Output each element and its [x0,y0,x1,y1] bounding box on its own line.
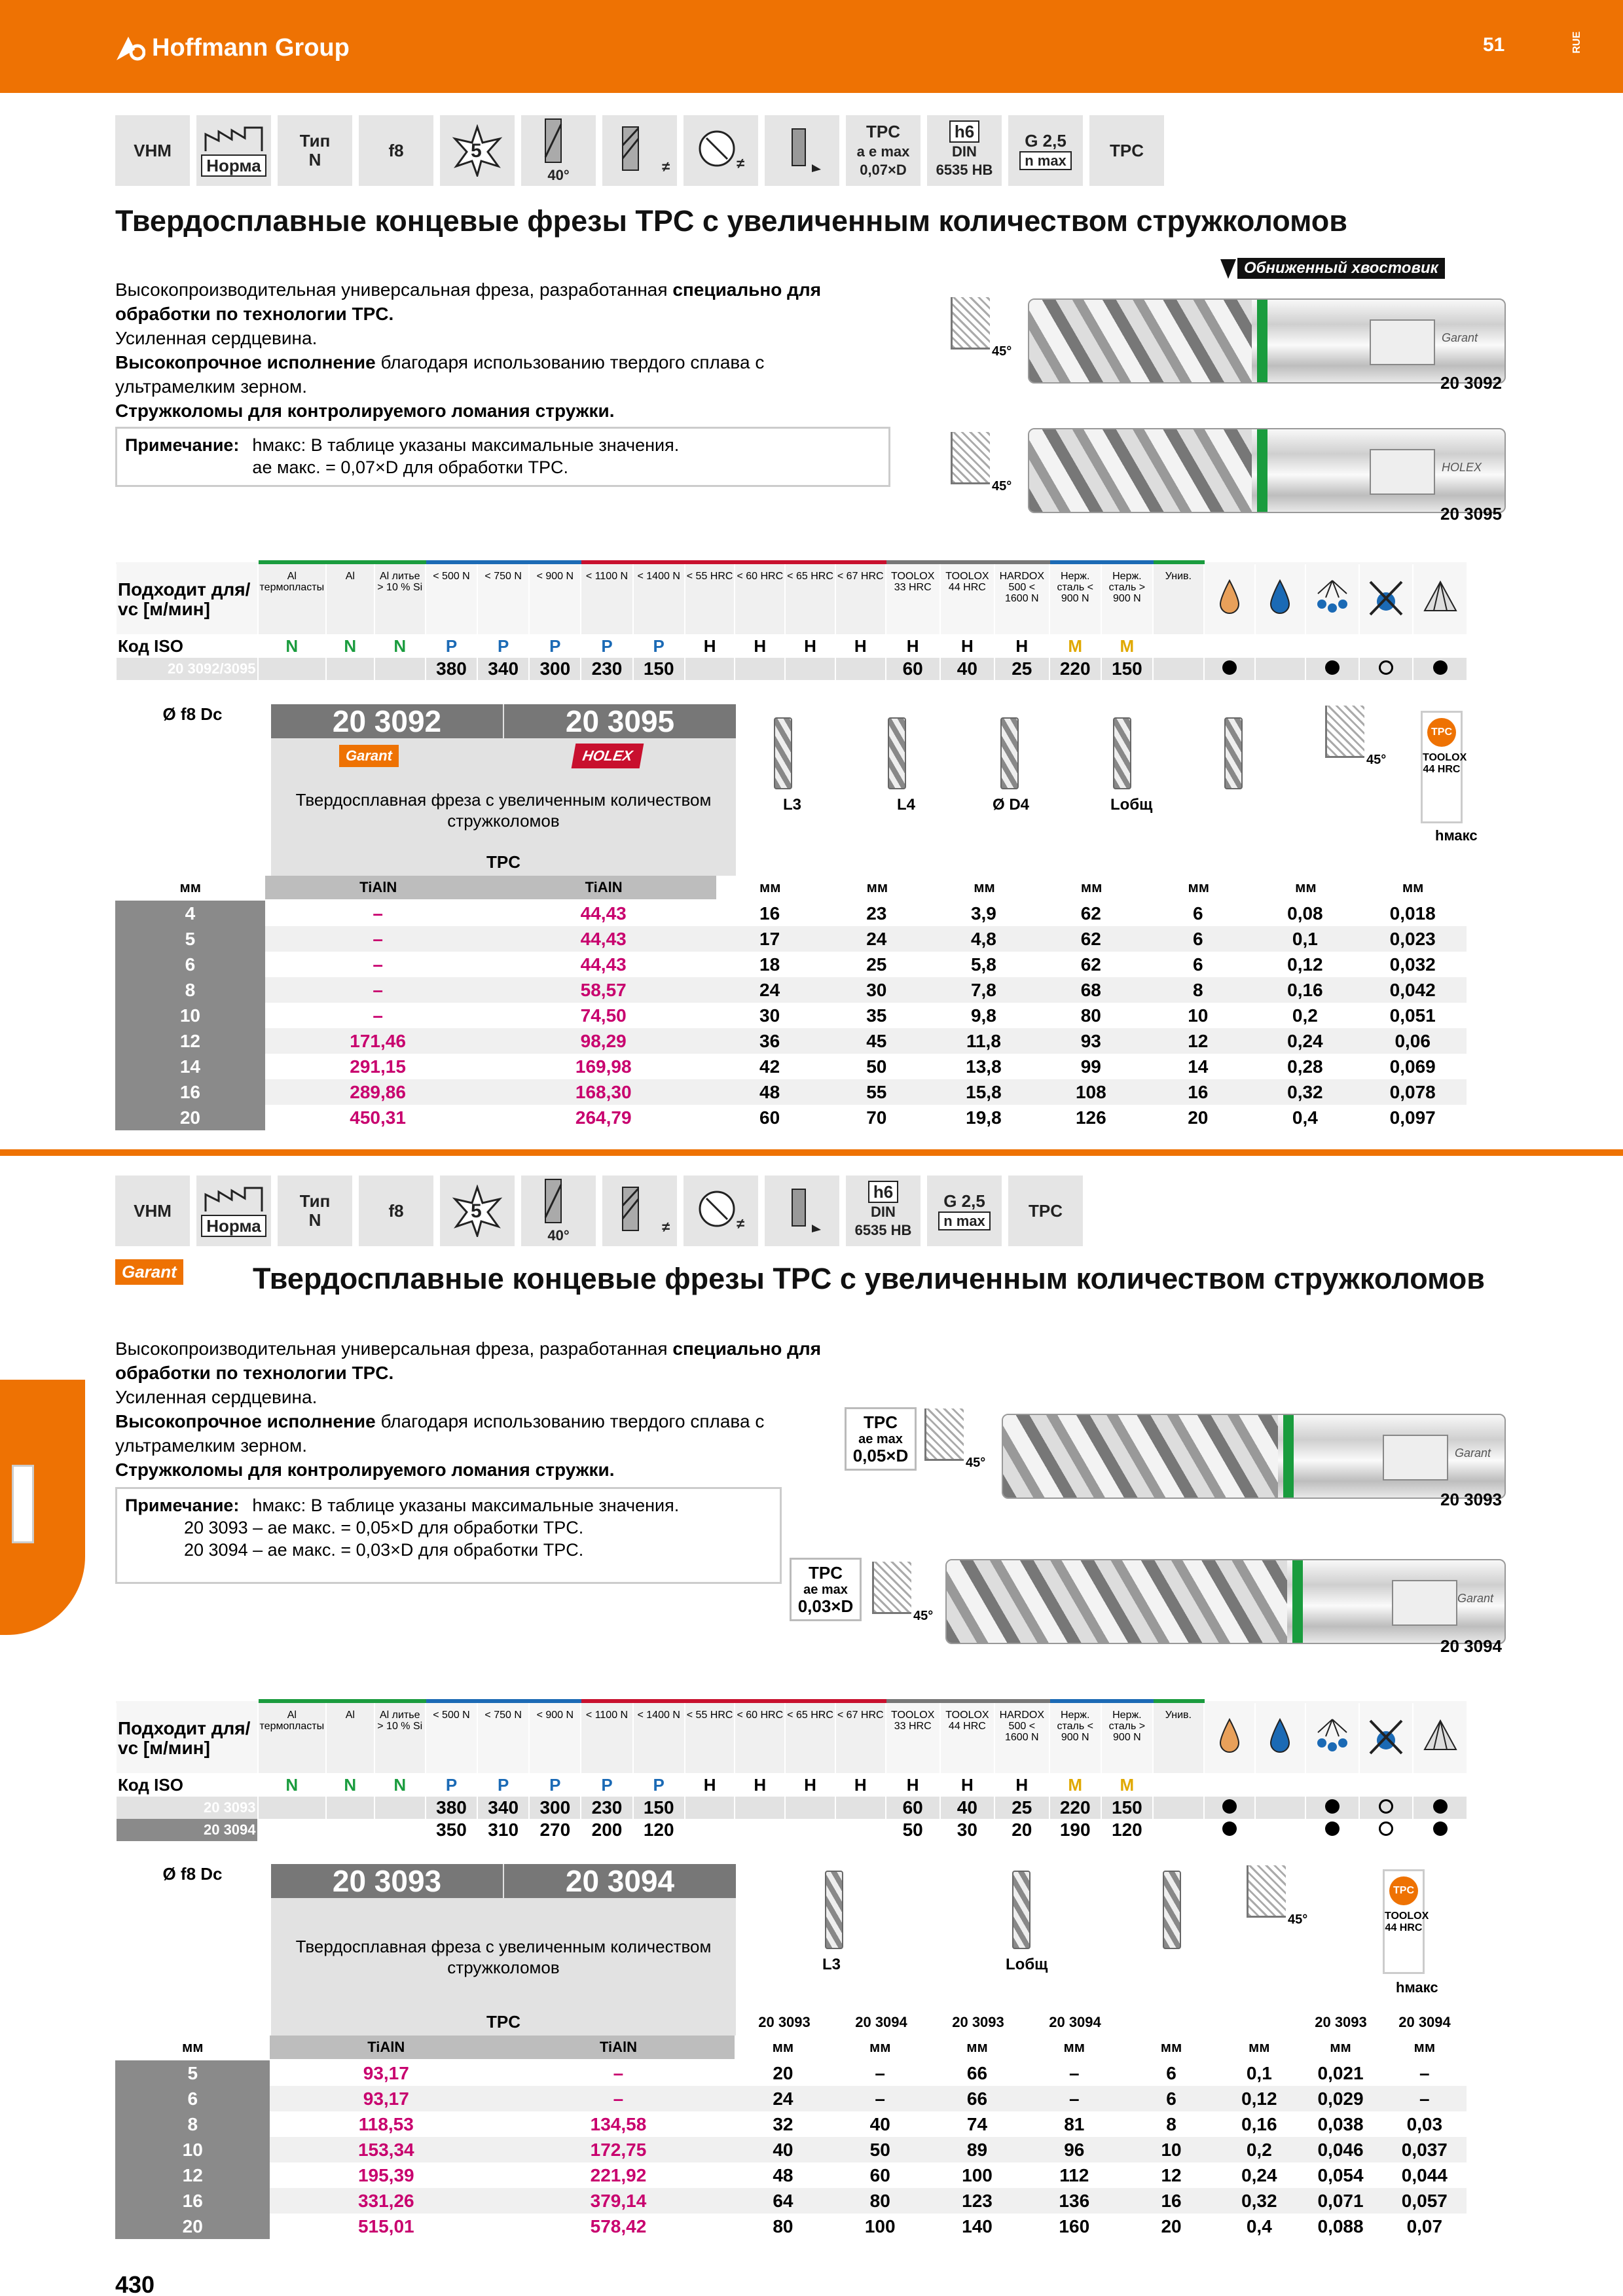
chamfer-icon: 45° [872,1562,911,1614]
value-cell: 81 [1064,2113,1085,2134]
value-cell: 8 [1144,977,1251,1003]
page-number: 51 [1483,34,1505,56]
value-cell: 100 [962,2164,993,2185]
value-cell: 0,042 [1359,977,1467,1003]
value-cell: 20 [1161,2215,1182,2236]
value-cell: 6 [1166,2062,1176,2083]
suitable-dot [1433,1821,1448,1836]
price-cell[interactable]: 44,43 [580,954,627,975]
diameter-cell: 4 [115,901,265,926]
chamfer-icon: 45° [951,432,990,484]
price-cell[interactable]: 44,43 [580,903,627,924]
icon-vhm: VHM [115,115,190,186]
dims-rows-1 [115,901,1467,1130]
value-cell: 35 [866,1005,887,1026]
price-cell[interactable]: – [613,2062,624,2083]
price-cell[interactable]: 93,17 [270,2086,502,2111]
icon-norm: Норма [196,115,271,186]
dim-d4-icon [1000,717,1019,789]
value-cell: 74 [966,2113,988,2134]
emulsion-icon [1255,562,1306,634]
value-cell: 100 [864,2215,896,2236]
value-cell: 99 [1080,1056,1101,1077]
chamfer-icon: 45° [951,297,990,350]
value-cell: 0,071 [1298,2188,1382,2214]
icon-norm: Норма [196,1175,271,1246]
value-cell: 0,24 [1241,2164,1277,2185]
dims-rows-2 [115,2060,1467,2239]
value-cell: 96 [1026,2137,1123,2162]
no-coolant-icon [1359,562,1413,634]
hoffmann-logo-icon [115,35,145,62]
value-cell: 40 [869,2113,890,2134]
value-cell: 0,28 [1287,1056,1323,1077]
diameter-cell: 20 [115,1105,265,1130]
dim-l3-icon [825,1871,843,1949]
brand-name: Hoffmann Group [152,34,350,62]
value-cell: 0,12 [1220,2086,1298,2111]
price-cell[interactable]: – [502,2086,735,2111]
note-label: Примечание: [125,435,240,455]
vc-row: 20 3093 380 340 300 230 150 60 40 25 220 150 [116,1797,1467,1819]
reduced-shank-tag: Обниженный хвостовик [1237,258,1445,279]
article-203094: 20 3094 [1440,1636,1502,1656]
product-name: Твердосплавная фреза с увеличенным количеством стружколомов [295,790,712,831]
garant-logo: Garant [115,1259,183,1285]
suitable-dot [1433,1799,1448,1814]
dim-ltotal-icon [1113,717,1131,789]
value-cell: 24 [716,977,823,1003]
value-cell: 11,8 [930,1028,1037,1054]
value-cell: 0,4 [1246,2215,1272,2236]
value-cell: 0,032 [1389,954,1436,975]
value-cell: 16 [1123,2188,1220,2214]
value-cell: 25 [866,954,887,975]
value-cell: 0,32 [1251,1079,1359,1105]
value-cell: 19,8 [966,1107,1002,1128]
table-row [115,2162,1467,2188]
value-cell: 6 [1123,2086,1220,2111]
conditional-dot [1379,1821,1393,1836]
unequal-pitch-icon: ≠ [602,115,677,186]
value-cell: 60 [759,1107,780,1128]
dim-shank-icon [1224,717,1243,789]
diameter-cell: 8 [115,2111,270,2137]
value-cell: 5,8 [970,954,996,975]
value-cell: 3,9 [970,903,996,924]
value-cell: 126 [1075,1107,1106,1128]
diameter-cell: 16 [115,1079,265,1105]
language-code: RUE [1571,31,1582,54]
value-cell: 0,16 [1241,2113,1277,2134]
price-cell[interactable]: 515,01 [357,2215,414,2236]
dims-table-2: Ø f8 Dc 20 3093 20 3094 Твердосплавная фреза с увеличенным количеством стружколомов TPC L3 Lобщ 45° TPC TOOLOX 44 HRC hмакс 20 3093 20 3094 20 3093 20 3094 20 3093 20 3094 мм TiAlN TiAlN мм мм мм мм мм мм мм мм [115,1864,1467,2054]
dry-icon [1204,562,1255,634]
value-cell: 0,24 [1251,1028,1359,1054]
value-cell: 140 [962,2215,993,2236]
value-cell: 0,2 [1220,2137,1298,2162]
side-tab[interactable] [0,1380,85,1635]
value-cell: 0,07 [1406,2215,1443,2236]
section1-title: Твердосплавные концевые фрезы TPC с увеличенным количеством стружколомов [115,204,1347,238]
diameter-cell: 5 [115,926,265,952]
price-cell[interactable]: 153,34 [270,2137,502,2162]
price-cell[interactable]: 168,30 [490,1079,716,1105]
diameter-cell: 10 [115,2137,270,2162]
icon-shank-din: h6 DIN 6535 HB [846,1175,921,1246]
table-row [115,977,1467,1003]
price-cell[interactable]: 264,79 [575,1107,632,1128]
value-cell: 50 [831,2137,928,2162]
table-row [115,2111,1467,2137]
diameter-cell: 5 [115,2060,270,2086]
price-cell[interactable]: 195,39 [357,2164,414,2185]
ramping-icon [765,115,839,186]
table-row [115,952,1467,977]
value-cell: 0,08 [1287,903,1323,924]
flutes-icon: 5 [440,115,515,186]
value-cell: 0,021 [1317,2062,1364,2083]
value-cell: 70 [866,1107,887,1128]
value-cell: 23 [866,903,887,924]
brand-logo[interactable] [115,34,350,62]
value-cell: 15,8 [930,1079,1037,1105]
diameter-cell: 6 [115,952,265,977]
price-cell[interactable]: 291,15 [350,1056,406,1077]
price-cell[interactable]: 450,31 [350,1107,406,1128]
value-cell: 60 [869,2164,890,2185]
value-cell: 80 [831,2188,928,2214]
value-cell: 10 [1123,2137,1220,2162]
feature-icons-2 [115,1175,1083,1246]
value-cell: 0,069 [1389,1056,1436,1077]
tool-image-203095: HOLEX [1028,428,1506,513]
footer-page-number: 430 [115,2271,155,2296]
icon-balance: G 2,5 n max [927,1175,1002,1246]
conditional-dot [1379,1799,1393,1814]
price-cell[interactable]: 171,46 [265,1028,491,1054]
section-separator [0,1149,1623,1156]
value-cell: 112 [1059,2164,1089,2185]
value-cell: 14 [1188,1056,1209,1077]
diameter-cell: 10 [115,1003,265,1028]
price-cell[interactable]: 221,92 [590,2164,647,2185]
icon-balance: G 2,5 n max [1008,115,1083,186]
value-cell: 0,044 [1401,2164,1448,2185]
vc-row: 20 3094 350 310 270 200 120 50 30 20 190 120 [116,1819,1467,1841]
price-cell[interactable]: – [373,954,383,975]
chamfer-icon: 45° [924,1408,964,1461]
value-cell: 30 [823,977,930,1003]
price-cell[interactable]: 118,53 [358,2113,414,2134]
value-cell: 0,078 [1359,1079,1467,1105]
section1-note: Примечание: hмакс: В таблице указаны максимальные значения. ae макс. = 0,07×D для обработки TPC. [115,427,890,487]
table-row [115,926,1467,952]
art-header-203092: 20 3092 [271,704,503,738]
value-cell: 0,1 [1246,2062,1272,2083]
suitable-dot [1325,1799,1340,1814]
diameter-cell: 12 [115,1028,265,1054]
value-cell: 0,029 [1298,2086,1382,2111]
value-cell: 66 [966,2062,988,2083]
value-cell: 6 [1144,926,1251,952]
icon-tpc-ae: TPC a e max 0,07×D [846,115,921,186]
section1-description: Высокопроизводительная универсальная фреза, разработанная специально для обработки по технологии TPC. Усиленная сердцевина. Высокопрочное исполнение благодаря использованию твердого сплава с ультрамелким зерном. Стружколомы для контролируемого ломания стружки. [115,279,822,421]
table-row [115,2086,1467,2111]
value-cell: 0,038 [1317,2113,1364,2134]
price-cell[interactable]: 74,50 [580,1005,627,1026]
dim-l4-icon [888,717,906,789]
price-cell[interactable]: 289,86 [265,1079,491,1105]
dry-icon [1204,1701,1255,1773]
table-row [115,1105,1467,1130]
icon-shank-din: h6 DIN 6535 HB [927,115,1002,186]
price-cell[interactable]: 58,57 [490,977,716,1003]
value-cell: 89 [928,2137,1025,2162]
art-header-203093: 20 3093 [271,1864,503,1898]
table-row [115,1079,1467,1105]
table-row [115,2137,1467,2162]
table-row [115,2214,1467,2239]
price-cell[interactable]: 93,17 [363,2062,409,2083]
feature-icons-1 [115,115,1164,186]
value-cell: 80 [773,2215,793,2236]
icon-tolerance: f8 [359,1175,433,1246]
table-row [115,1003,1467,1028]
art-header-203094: 20 3094 [504,1864,736,1898]
value-cell: 18 [759,954,780,975]
article-203095: 20 3095 [1440,504,1502,524]
value-cell: 8 [1166,2113,1176,2134]
value-cell: – [1419,2062,1430,2083]
value-cell: 0,046 [1298,2137,1382,2162]
art-header-203095: 20 3095 [504,704,736,738]
value-cell: 0,32 [1220,2188,1298,2214]
tpc-ae-box-203093: TPC ae max 0,05×D [845,1407,917,1471]
value-cell: 13,8 [966,1056,1002,1077]
value-cell: 9,8 [970,1005,996,1026]
diameter-cell: 6 [115,2086,270,2111]
value-cell: 62 [1037,926,1144,952]
ramping-icon [765,1175,839,1246]
dim-ltotal-icon [1012,1871,1030,1949]
dim-l3-icon [774,717,792,789]
suitability-table-2: Подходит для/ vc [м/мин] Al термопласты Al Al литье > 10 % Si < 500 N < 750 N < 900 N < 1100 N < 1400 N < 55 HRC < 60 HRC < 65 HRC < 67 HRC TOOLOX 33 HRC TOOLOX 44 HRC HARDOX 500 < 1600 N Нерж. сталь < 900 N Нерж. сталь > 900 N Унив. Код ISO N N N P P P P P H H H H H H H M M 20 3093 380 340 300 230 150 60 40 25 220 150 20 3094 350 310 270 200 120 50 30 20 190 120 [115,1699,1467,1841]
value-cell: 16 [1144,1079,1251,1105]
price-cell[interactable]: 331,26 [270,2188,502,2214]
value-cell: 32 [773,2113,793,2134]
conditional-dot [1379,660,1393,675]
chamfer-icon: 45° [1325,706,1364,758]
value-cell: 6 [1192,954,1203,975]
tpc-label: TPC [486,852,520,872]
diameter-cell: 8 [115,977,265,1003]
icon-tpc: TPC [1008,1175,1083,1246]
price-cell[interactable]: – [265,926,491,952]
value-cell: 68 [1037,977,1144,1003]
price-cell[interactable]: – [265,977,491,1003]
value-cell: 0,4 [1292,1107,1318,1128]
value-cell: – [1068,2062,1080,2083]
article-203092: 20 3092 [1440,373,1502,393]
value-cell: 93 [1037,1028,1144,1054]
price-cell[interactable]: 379,14 [502,2188,735,2214]
value-cell: 0,097 [1389,1107,1436,1128]
value-cell: 48 [716,1079,823,1105]
toolox-badge: TPC TOOLOX 44 HRC [1421,711,1463,823]
value-cell: 0,16 [1251,977,1359,1003]
value-cell: 0,051 [1389,1005,1436,1026]
value-cell: 16 [759,903,780,924]
helix-angle-icon: 40° [521,115,596,186]
value-cell: – [1383,2086,1467,2111]
table-row [115,901,1467,926]
value-cell: – [875,2062,885,2083]
value-cell: 55 [823,1079,930,1105]
mql-icon [1305,1701,1359,1773]
table-row [115,1054,1467,1079]
value-cell: 30 [759,1005,780,1026]
emulsion-icon [1255,1701,1306,1773]
value-cell: 0,054 [1317,2164,1364,2185]
value-cell: 0,018 [1389,903,1436,924]
value-cell: 24 [735,2086,831,2111]
no-coolant-icon [1359,1701,1413,1773]
value-cell: 42 [759,1056,780,1077]
value-cell: 0,03 [1406,2113,1443,2134]
icon-type: Тип N [278,1175,352,1246]
air-icon [1413,562,1467,634]
value-cell: 17 [716,926,823,952]
value-cell: 136 [1026,2188,1123,2214]
suitable-dot [1325,1821,1340,1836]
value-cell: 12 [1144,1028,1251,1054]
diameter-cell: 14 [115,1054,265,1079]
icon-vhm: VHM [115,1175,190,1246]
price-cell[interactable]: 172,75 [502,2137,735,2162]
icon-type: Тип N [278,115,352,186]
value-cell: 4,8 [930,926,1037,952]
value-cell: 40 [735,2137,831,2162]
unequal-pitch-icon: ≠ [602,1175,677,1246]
icon-tpc: TPC [1089,115,1164,186]
dims-data-1: мм TiAlN TiAlN мм мм мм мм мм мм мм [115,876,1467,899]
suitability-table-1: Подходит для/ vc [м/мин] Al термопласты Al Al литье > 10 % Si < 500 N < 750 N < 900 N < 1100 N < 1400 N < 55 HRC < 60 HRC < 65 HRC < 67 HRC TOOLOX 33 HRC TOOLOX 44 HRC HARDOX 500 < 1600 N Нерж. сталь < 900 N Нерж. сталь > 900 N Унив. Код ISO N N N P P P P P H H H H H H H M M 20 3092/3095 380 340 300 230 150 60 40 25 220 150 [115,560,1467,680]
holex-logo: HOLEX [572,744,644,768]
air-icon [1413,1701,1467,1773]
icon-tolerance: f8 [359,115,433,186]
value-cell: 80 [1080,1005,1101,1026]
price-cell[interactable]: 578,42 [590,2215,647,2236]
price-cell[interactable]: – [373,903,383,924]
value-cell: 64 [735,2188,831,2214]
tool-image-203093: Garant [1002,1414,1506,1499]
chamfer-icon: 45° [1247,1865,1286,1918]
value-cell: – [831,2086,928,2111]
flutes-icon: 5 [440,1175,515,1246]
price-cell[interactable]: 98,29 [490,1028,716,1054]
value-cell: 20 [773,2062,793,2083]
value-cell: 160 [1059,2215,1090,2236]
value-cell: 12 [1161,2164,1182,2185]
value-cell: – [1026,2086,1123,2111]
suitable-dot [1222,660,1237,675]
table-row [115,2188,1467,2214]
section2-title: Твердосплавные концевые фрезы TPC с увеличенным количеством стружколомов [253,1262,1485,1295]
vc-row: 20 3092/3095 380 340 300 230 150 60 40 25 220 150 [116,658,1467,680]
section2-note: Примечание: hмакс: В таблице указаны максимальные значения. 20 3093 – ae макс. = 0,05×D для обработки TPC. 20 3094 – ae макс. = 0,03×D для обработки TPC. [115,1487,782,1584]
value-cell: 0,037 [1383,2137,1467,2162]
tool-image-203094: Garant [945,1559,1506,1644]
value-cell: 0,023 [1359,926,1467,952]
value-cell: 66 [928,2086,1025,2111]
suitable-dot [1325,660,1340,675]
toolox-badge: TPC TOOLOX 44 HRC [1383,1869,1425,1974]
value-cell: 24 [823,926,930,952]
price-cell[interactable]: – [373,1005,383,1026]
value-cell: 0,06 [1359,1028,1467,1054]
price-cell[interactable]: 134,58 [590,2113,647,2134]
mql-icon [1305,562,1359,634]
section2-description: Высокопроизводительная универсальная фреза, разработанная специально для обработки по технологии TPC. Усиленная сердцевина. Высокопрочное исполнение благодаря использованию твердого сплава с ультрамелким зерном. Стружколомы для контролируемого ломания стружки. [115,1338,822,1480]
value-cell: 7,8 [930,977,1037,1003]
value-cell: 36 [716,1028,823,1054]
value-cell: 0,12 [1287,954,1323,975]
helix-angle-icon: 40° [521,1175,596,1246]
value-cell: 0,1 [1251,926,1359,952]
garant-logo: Garant [339,745,399,767]
dim-shank-icon [1163,1871,1181,1949]
price-cell[interactable]: 169,98 [575,1056,632,1077]
value-cell: 108 [1037,1079,1144,1105]
suitable-dot [1433,660,1448,675]
article-203093: 20 3093 [1440,1490,1502,1509]
diameter-cell: 12 [115,2162,270,2188]
price-cell[interactable]: 44,43 [490,926,716,952]
unequal-spacing-icon: ≠ [684,1175,758,1246]
diameter-cell: 20 [115,2214,270,2239]
suitable-dot [1222,1821,1237,1836]
value-cell: 62 [1080,903,1101,924]
value-cell: 48 [773,2164,793,2185]
tpc-ae-box-203094: TPC ae max 0,03×D [790,1558,862,1621]
value-cell: 0,2 [1292,1005,1318,1026]
value-cell: 123 [928,2188,1025,2214]
value-cell: 62 [1080,954,1101,975]
unequal-spacing-icon: ≠ [684,115,758,186]
table-row [115,1028,1467,1054]
tool-image-203092: Garant [1028,298,1506,384]
value-cell: 0,057 [1383,2188,1467,2214]
suitable-dot [1222,1799,1237,1814]
value-cell: 10 [1188,1005,1209,1026]
milling-cutter-icon [12,1465,34,1543]
value-cell: 50 [866,1056,887,1077]
diameter-cell: 16 [115,2188,270,2214]
value-cell: 45 [823,1028,930,1054]
value-cell: 6 [1192,903,1203,924]
diameter-label: Ø f8 Dc [162,704,223,724]
value-cell: 20 [1188,1107,1209,1128]
dims-table-1: Ø f8 Dc 20 3092 20 3095 Garant HOLEX Твердосплавная фреза с увеличенным количеством стружколомов TPC L3 L4 Ø D4 Lобщ 45° TPC TOOLOX 44 HRC hмакс мм TiAlN TiAlN мм мм мм мм мм мм мм [115,704,1467,1136]
table-row [115,2060,1467,2086]
value-cell: 0,088 [1317,2215,1364,2236]
